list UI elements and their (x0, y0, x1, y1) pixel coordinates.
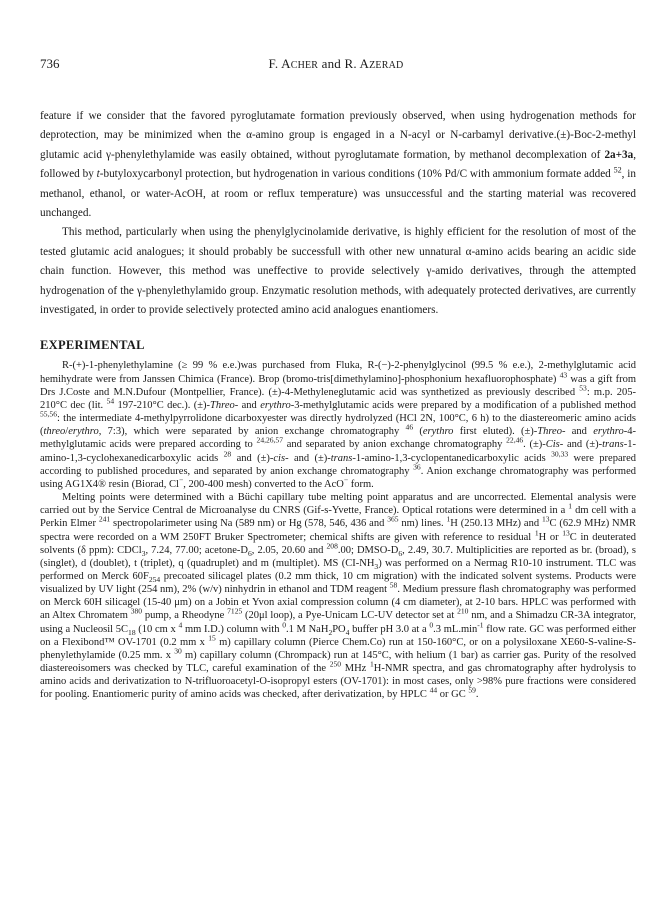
intro-paragraph-1: feature if we consider that the favored pyroglutamate formation previously observed, when using hydrogenation methods for deprotection, may be minimized when the α-amino group is engaged in a N-acyl or N-carbamyl derivative.(±)-Boc-2-methyl glutamic acid γ-phenylethylamide was easily obtained, without pyroglutamate formation, by methanol decomplexation of 2a+3a, followed by t-butyloxycarbonyl protection, but hydrogenation in various conditions (10% Pd/C with ammonium formate added $^{52}$, in methanol, ethanol, or water-AcOH, at room or reflux temperature) was unsuccessful and the starting material was recovered unchanged. (40, 110, 636, 220)
page-number: 736 (40, 56, 60, 71)
running-head: F. ACHER and R. AZERAD (268, 56, 404, 71)
experimental-paragraph-2: Melting points were determined with a Büchi capillary tube melting point apparatus and are uncorrected. Elemental analysis were carried out by the Service Central de Microanalyse du CNRS (Gif-s-Yvette, France). Optical rotations were determined in a $^1$ dm cell with a Perkin Elmer $^{241}$ spectropolarimeter using Na (589 nm) or Hg (578, 546, 436 and $^{365}$ nm) lines. $^1$H (250.13 MHz) and $^{13}$C (62.9 MHz) NMR spectra were recorded on a WM 250FT Bruker Spectrometer; chemical shifts are given with reference to residual $^1$H or $^{13}$C in deuterated solvents (δ ppm): CDCl$_3$, 7.24, 77.00; acetone-$D_6$, 2.05, 20.60 and $^{208}$.00; DMSO-$D_6$, 2.49, 30.7. Multiplicities are reported as br. (broad), s (singlet), d (doublet), t (triplet), q (quadruplet) and m (multiplet). MS $(CI-NH_3)$ was performed on a Nermag R10-10 instrument. TLC was performed on Merck $60F_{254}$ precoated silicagel plates (0.2 mm thick, 10 cm migration) with the indicated solvent systems. Products were visualized by UV light (254 nm), 2% (w/v) ninhydrin in ethanol and TDM reagent $^{58}$. Medium pressure flash chromatography was performed on Merck 60H silicagel (15-40 μm) on a Jobin et Yvon axial compression column (4 cm diameter), at 2-10 bars. HPLC was performed with an Altex Chromatem $^{380}$ pump, a Rheodyne $^{7125}$ (20μl loop), a Pye-Unicam LC-UV detector set at $^{210}$ nm, and a Shimadzu CR-3A integrator, using a Nucleosil $5C_{18}$ (10 cm x $^4$ mm I.D.) column with $^0$.1 M $NaH_2PO_4$ buffer pH 3.0 at a $^0$.3 $mL.\min^{-1}$ flow rate. GC was performed either on a Flexibond™ OV-1701 (0.2 mm x $^{15}$ m) capillary column (Pierce Chem.Co) run at 150-160°C, or on a polysiloxane XE60-S-valine-S-phenylethylamide (0.25 mm. x $^{30}$ m) capillary column (Chrompack) run at 145°C, with helium (1 bar) as carrier gas. Purity of the resolved diastereoisomers was checked by TLC, careful examination of the $^{250}$ MHz $^1$H-NMR spectra, and gas chromatography after hydrolysis to amino acids and derivatization to N-trifluoroacetyl-O-isopropyl esters (OV-1701): in most cases, only >98% pure fractions were considered for pooling. Enantiomeric purity of amino acids was checked, after derivatization, by HPLC $^{44}$ or GC $^{59}$. (40, 492, 637, 701)
article-body (40, 107, 636, 702)
intro-paragraph-2: This method, particularly when using the phenylglycinolamide derivative, is highly efficient for the resolution of most of the tested glutamic acid analogues; it should probably be successfull with other new unnatural α-amino acids bearing an acidic side chain function. However, this method was uneffective to provide selectively γ-amido derivatives, through the attempted hydrogenation of the γ-phenylethylamido group. Enzymatic resolution methods, with adequately protected derivatives, are currently investigated, in order to provide selectively protected amino acid analogues enantiomers. (40, 226, 636, 317)
experimental-paragraph-1: R-(+)-1-phenylethylamine (≥ 99 % e.e.)was purchased from Fluka, R-(−)-2-phenylglycinol (99.5 % e.e.), 2-methylglutamic acid hemihydrate were from Janssen Chimica (France). Brop (bromo-tris[dimethylamino]-phosphonium hexafluorophosphate) $^{43}$ was a gift from Drs J.Coste and M.N.Dufour (Montpellier, France). (±)-4-Methyleneglutamic acid was synthetized as previously described $^{53}$: m.p. 205-210°C dec (lit. $^{54}$ 197-210°C dec.). (±)-Threo- and erythro-3-methylglutamic acids were prepared by a modification of a published method $^{55,56}$: the intermediate 4-methylpyrrolidone dicarboxyester was directly hydrolyzed (HCl 2N, 100°C, 6 h) to the diastereomeric amino acids (threo/erythro, 7:3), which were separated by anion exchange chromatography $^{46}$ (erythro first eluted). (±)-Threo- and erythro-4-methylglutamic acids were prepared according to $^{24,26,57}$ and separated by anion exchange chromatography $^{22,46}$. (±)-Cis- and (±)-trans-1-amino-1,3-cyclohexanedicarboxylic acids $^{28}$ and (±)-cis- and (±)-trans-1-amino-1,3-cyclopentanedicarboxylic acids $^{30,33}$ were prepared according to published procedures, and separated by anion exchange chromatography $^{36}$. Anion exchange chromatography was performed using AG1X4® resin (Biorad, Cl−, 200-400 mesh) converted to the AcO− form. (40, 360, 637, 490)
section-heading-experimental: EXPERIMENTAL (40, 338, 145, 353)
